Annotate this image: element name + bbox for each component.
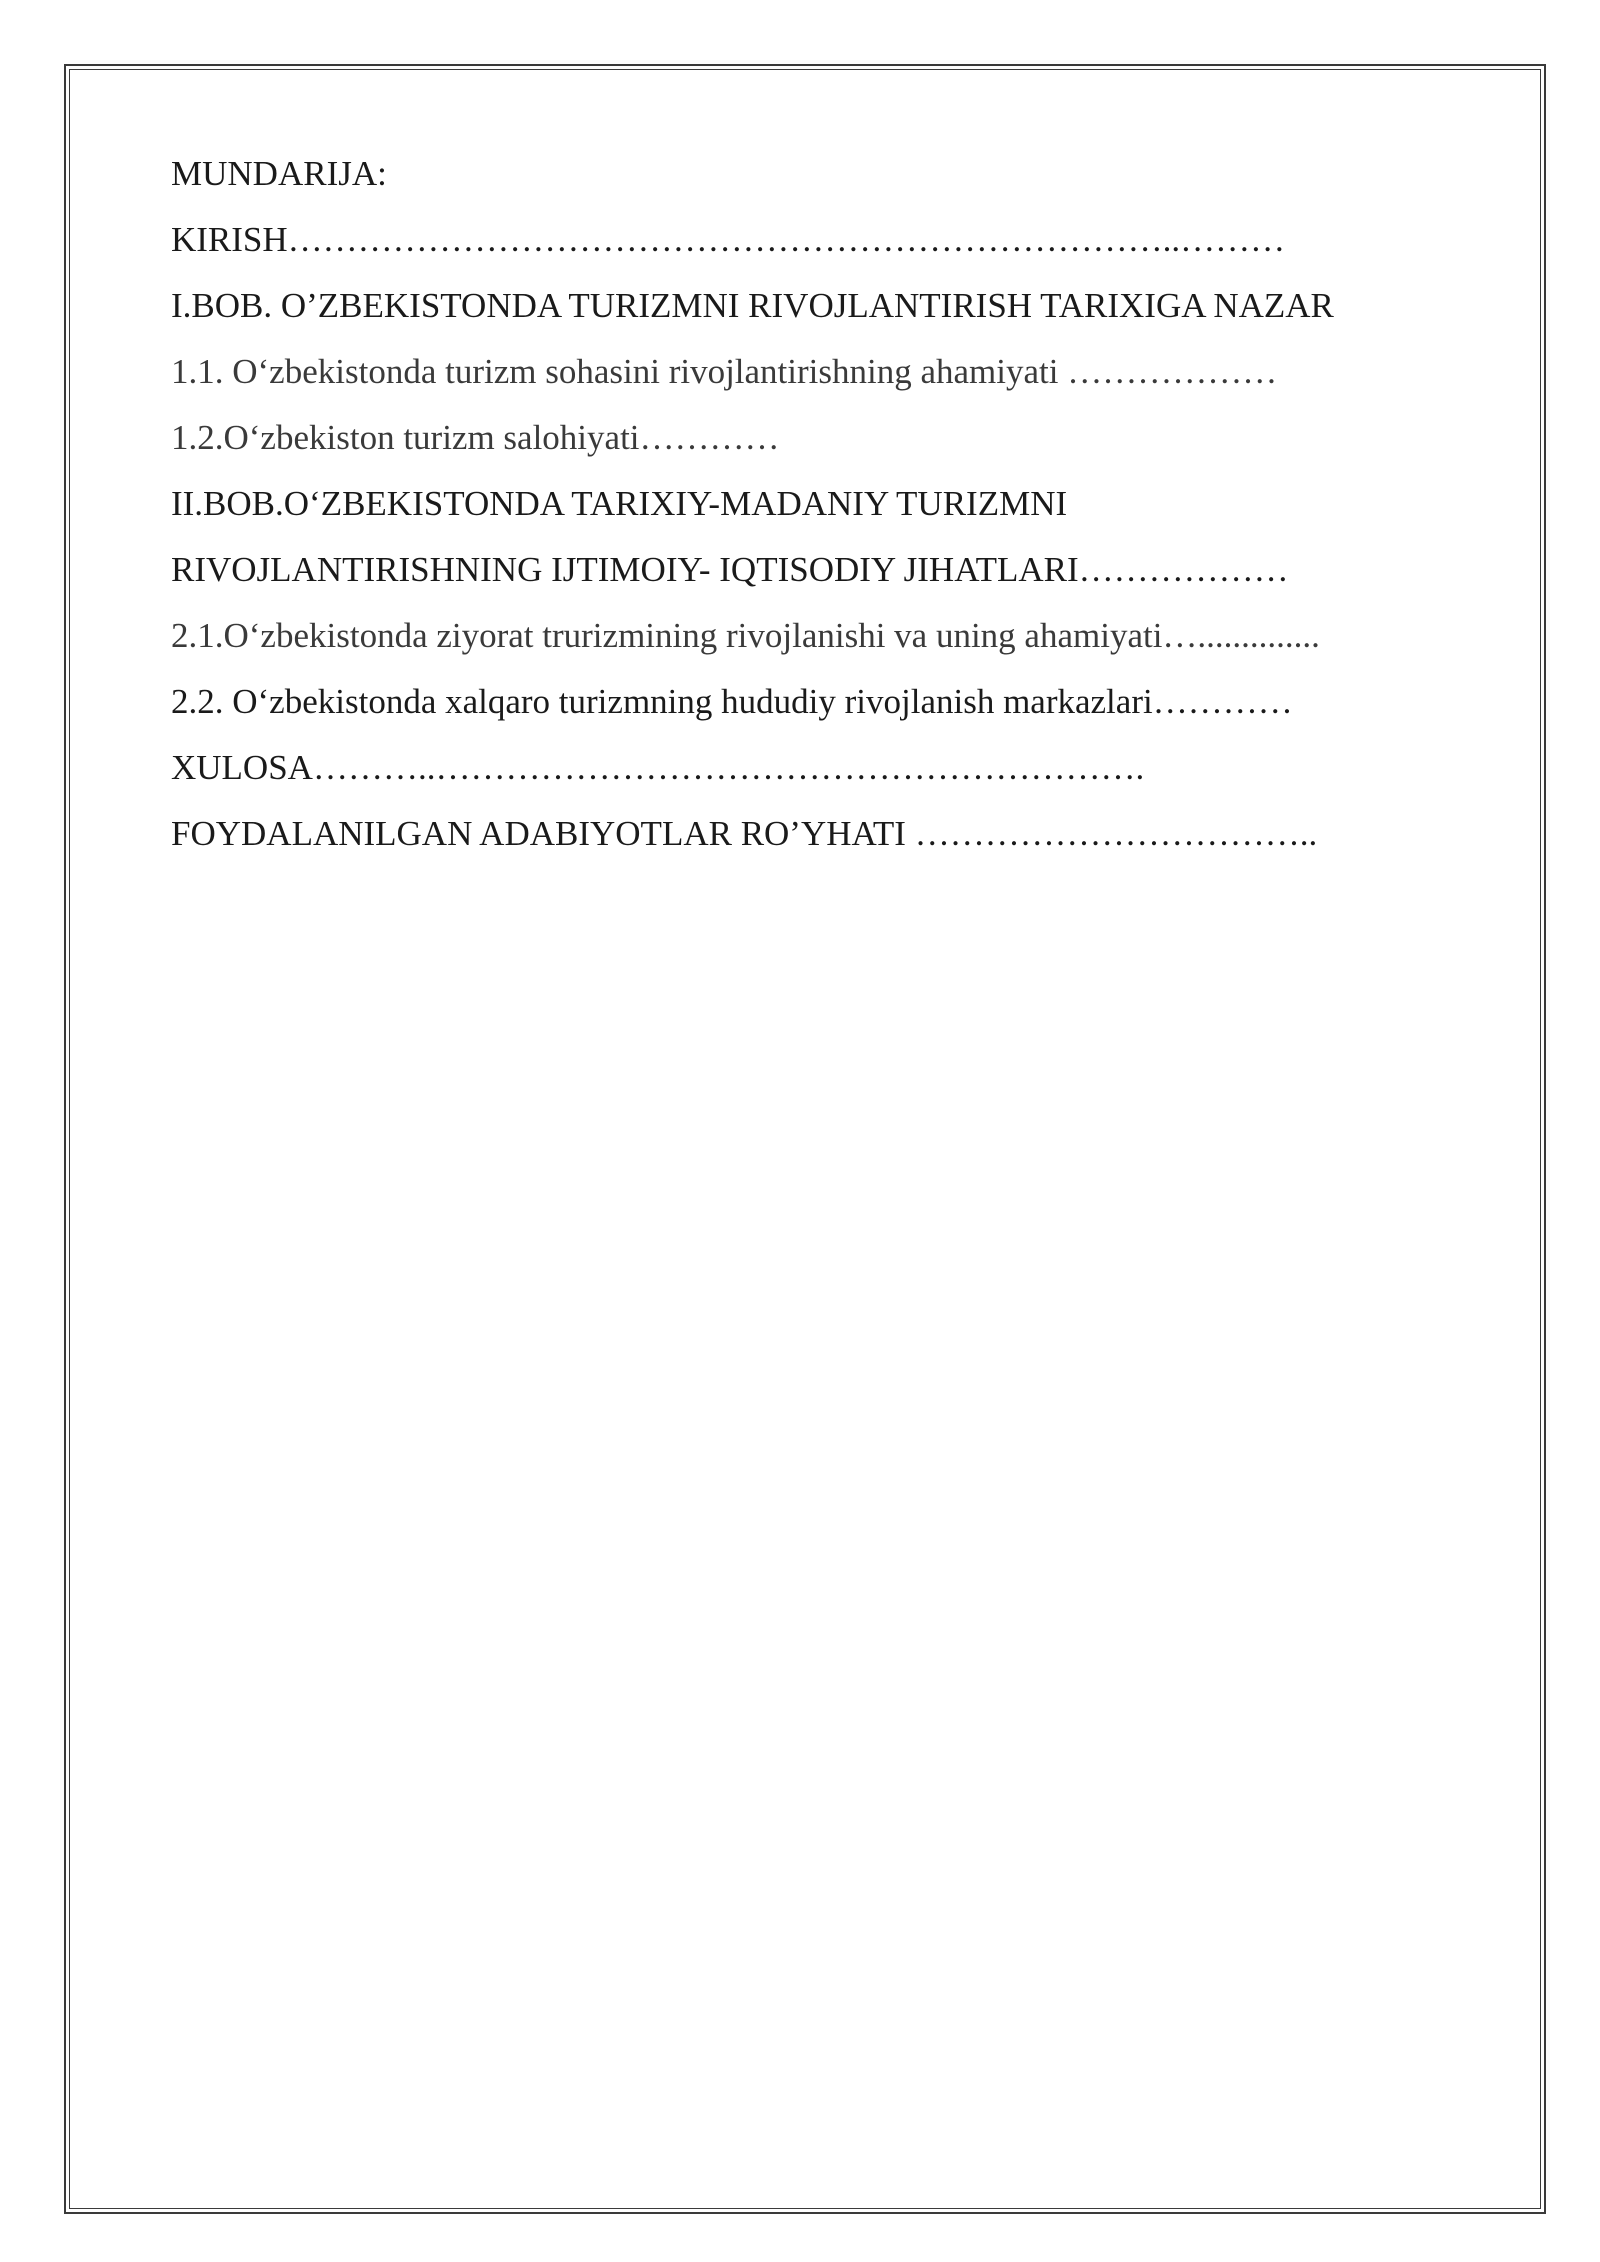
toc-entry-section-2-2: 2.2. O‘zbekistonda xalqaro turizmning hududiy rivojlanish markazlari………… (171, 682, 1293, 721)
table-of-contents (171, 150, 1501, 876)
toc-entry-section-2-1: 2.1.O‘zbekistonda ziyorat trurizmining rivojlanishi va uning ahamiyati….............. (171, 616, 1320, 655)
toc-heading: MUNDARIJA: (171, 154, 387, 193)
toc-entry-section-1-1: 1.1. O‘zbekistonda turizm sohasini rivojlantirishning ahamiyati ……………… (171, 352, 1278, 391)
toc-entry-chapter-2-line-2: RIVOJLANTIRISHNING IJTIMOIY- IQTISODIY JIHATLARI……………… (171, 550, 1289, 589)
toc-entry-chapter-2-line-1: II.BOB.O‘ZBEKISTONDA TARIXIY-MADANIY TURIZMNI (171, 484, 1068, 523)
toc-entry-introduction: KIRISH…………………………………………………………………..……… (171, 220, 1286, 259)
toc-entry-chapter-1: I.BOB. O’ZBEKISTONDA TURIZMNI RIVOJLANTIRISH TARIXIGA NAZAR (171, 286, 1334, 325)
toc-entry-section-1-2: 1.2.O‘zbekiston turizm salohiyati………… (171, 418, 780, 457)
toc-entry-bibliography: FOYDALANILGAN ADABIYOTLAR RO’YHATI …………………………….. (171, 814, 1318, 853)
toc-entry-conclusion: XULOSA………..……………………………………………………. (171, 748, 1145, 787)
